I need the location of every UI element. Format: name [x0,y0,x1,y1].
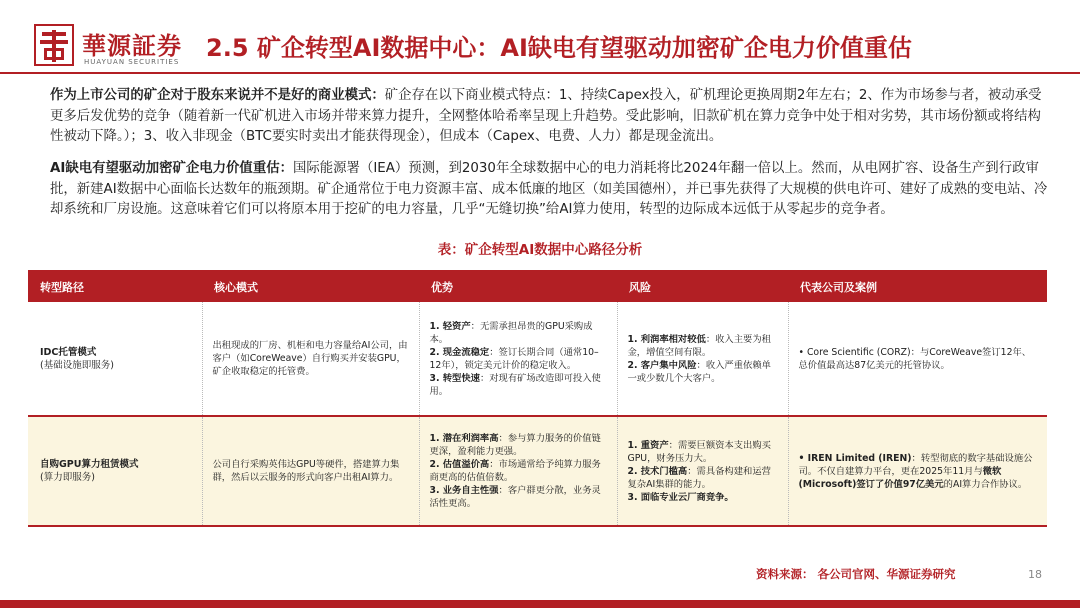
advantage-cell [419,416,617,526]
column-header: 代表公司及案例 [788,272,1047,302]
page-number: 18 [1028,568,1042,581]
column-header: 优势 [419,272,617,302]
column-header: 转型路径 [28,272,202,302]
path-name: IDC托管模式 [40,346,97,358]
company-name: 華源証券 [82,31,182,60]
paragraph-text: 矿企存在以下商业模式特点：1、持续Capex投入，矿机理论更换周期2年左右；2、作为市场参与者，被动承受更多后发优势的竞争（随着新一代矿机进入市场并带来算力提升，全网整体哈希率呈现上升趋势。受此影响，旧款矿机在算力竞争中处于相对劣势，其市场份额或将结构性被动下降。）；3、收入非现金（BTC要实时卖出才能获得现金），但成本（Capex、电费、人力）都是现金流出。 [50,88,1042,144]
table-row [28,302,1047,416]
paragraph-text: 国际能源署（IEA）预测，到2030年全球数据中心的电力消耗将比2024年翻一倍以上。然而，从电网扩容、设备生产到行政审批，新建AI数据中心面临长达数年的瓶颈期。矿企通常位于电力资源丰富、成本低廉的地区（如美国德州），并已事先获得了大规模的供电许可、建好了成熟的变电站、冷却系统和厂房设施。这意味着它们可以将原本用于挖矿的电力容量，几乎“无缝切换”给AI算力使用，转型的边际成本远低于从零起步的竞争者。 [50,161,1048,217]
transition-path-table [28,272,1047,527]
list-item: 1. 重资产：需要巨额资本支出购买GPU，财务压力大。 [627,439,771,464]
footer-bar [0,600,1080,608]
list-item: 2. 估值溢价高：市场通常给予纯算力服务商更高的估值倍数。 [429,459,601,483]
paragraph-power-value [50,159,1050,221]
list-item: 1. 潜在利润率高：参与算力服务的价值链更深，盈利能力更强。 [429,433,601,457]
column-header: 核心模式 [202,272,419,302]
list-item: 2. 技术门槛高：需具备构建和运营复杂AI集群的能力。 [627,465,771,490]
company-logo-icon [34,24,74,66]
table-header-row [28,272,1047,302]
model-cell: 出租现成的厂房、机柜和电力容量给AI公司，由客户（如CoreWeave）自行购买并安装GPU，矿企收取稳定的托管费。 [202,302,419,416]
risk-cell [617,302,788,416]
list-item: 2. 客户集中风险：收入严重依赖单一或少数几个大客户。 [627,359,771,384]
paragraph-heading: AI缺电有望驱动加密矿企电力价值重估： [50,161,293,176]
list-item: 3. 面临专业云厂商竞争。 [627,491,734,503]
list-item: 1. 轻资产：无需承担昂贵的GPU采购成本。 [429,320,593,345]
paragraph-heading: 作为上市公司的矿企对于股东来说并不是好的商业模式： [50,88,385,103]
page-title: 2.5 矿企转型AI数据中心：AI缺电有望驱动加密矿企电力价值重估 [206,34,912,62]
list-item: 3. 转型快速：对现有矿场改造即可投入使用。 [429,372,601,397]
list-item: 3. 业务自主性强：客户群更分散，业务灵活性更高。 [429,485,601,509]
company-name-en: HUAYUAN SECURITIES [84,58,180,66]
list-item: 2. 现金流稳定：签订长期合同（通常10–12年），锁定美元计价的稳定收入。 [429,346,599,371]
table-row [28,416,1047,526]
source-note: 资料来源： 各公司官网、华源证券研究 [756,567,956,581]
case-cell: • Core Scientific (CORZ)：与CoreWeave签订12年、总价值最高达87亿美元的托管协议。 [788,302,1047,416]
model-cell: 公司自行采购英伟达GPU等硬件，搭建算力集群，然后以云服务的形式向客户出租AI算力。 [202,416,419,526]
path-subtitle: (算力即服务) [40,472,95,483]
path-cell [28,302,202,416]
path-subtitle: (基础设施即服务) [40,359,114,371]
advantage-cell [419,302,617,416]
column-header: 风险 [617,272,788,302]
table-caption: 表：矿企转型AI数据中心路径分析 [437,242,643,258]
path-cell [28,416,202,526]
list-item: 1. 利润率相对较低：收入主要为租金，增值空间有限。 [627,333,771,358]
risk-cell [617,416,788,526]
paragraph-business-model [50,86,1050,148]
path-name: 自购GPU算力租赁模式 [40,459,139,470]
case-cell: • IREN Limited (IREN)：转型彻底的数字基础设施公司。不仅自建算力平台，更在2025年11月与微软(Microsoft)签订了价值97亿美元的AI算力合作协议。 [788,416,1047,526]
header-divider [0,72,1080,74]
